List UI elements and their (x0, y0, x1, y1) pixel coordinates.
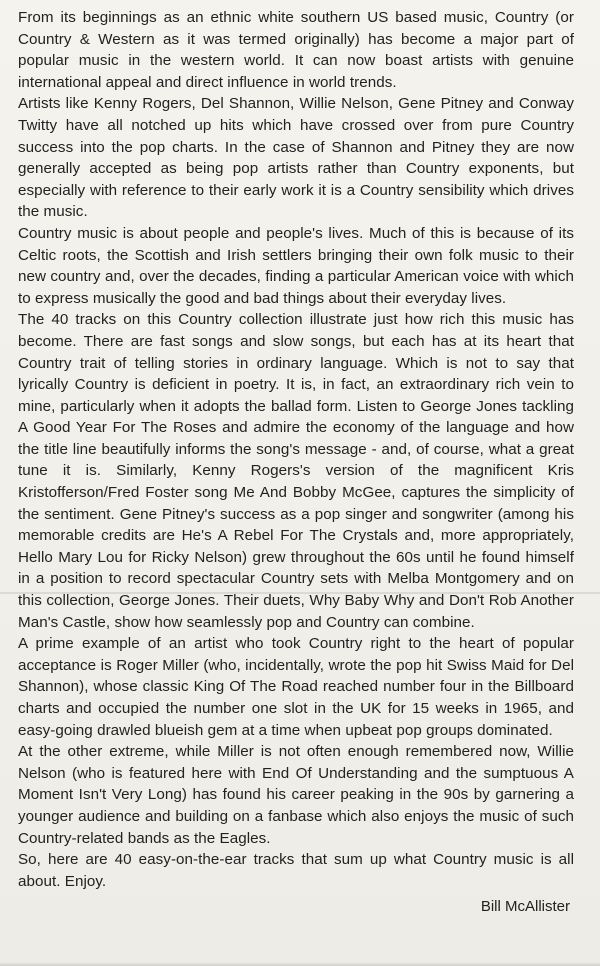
paragraph-celtic-roots: Country music is about people and people's lives. Much of this is because of its Celtic roots, the Scottish and Irish settlers bringing their own folk music to their new country and, over the decades, finding a particular American voice with which to express musically the good and bad things about their everyday lives. (18, 224, 574, 307)
paragraph-collection-tracks: The 40 tracks on this Country collection illustrate just how rich this music has become. There are fast songs and slow songs, but each has at its heart that Country trait of telling stories in ordinary language. Which is not to say that lyrically Country is deficient in poetry. It is, in fact, an extraordinary rich vein to mine, particularly when it adopts the ballad form. Listen to George Jones tackling A Good Year For The Roses and admire the economy of the language and how the title line beautifully informs the song's message - and, of course, what a great tune it is. Similarly, Kenny Rogers's version of the magnificent Kris Kristofferson/Fred Foster song Me And Bobby McGee, captures the simplicity of the sentiment. Gene Pitney's success as a pop singer and songwriter (among his memorable credits are He's A Rebel For The Crystals and, more appropriately, Hello Mary Lou for Ricky Nelson) grew throughout the 60s until he found himself in a position to record spectacular Country sets with Melba Montgomery and on this collection, George Jones. Their duets, Why Baby Why and Don't Rob Another Man's Castle, show how seamlessly pop and Country can combine. (18, 311, 574, 631)
author-signature: Bill McAllister (480, 898, 570, 916)
paragraph-intro: From its beginnings as an ethnic white southern US based music, Country (or Country & Western as it was termed originally) has become a major part of popular music in the western world. It can now boast artists with genuine international appeal and direct influence in world trends. (18, 9, 574, 91)
paragraph-willie-nelson: At the other extreme, while Miller is not often enough remembered now, Willie Nelson (who is featured here with End Of Understanding and the sumptuous A Moment Isn't Very Long) has found his career peaking in the 90s by garnering a younger audience and building on a fanbase which also enjoys the music of such Country-related bands as the Eagles. (18, 743, 574, 847)
paragraph-crossover-artists: Artists like Kenny Rogers, Del Shannon, Willie Nelson, Gene Pitney and Conway Twitty have all notched up hits which have crossed over from pure Country success into the pop charts. In the case of Shannon and Pitney they are now generally accepted as being pop artists rather than Country exponents, but especially with reference to their early work it is a Country sensibility which drives the music. (18, 95, 574, 221)
paper-bottom-edge (0, 962, 600, 966)
paragraph-roger-miller: A prime example of an artist who took Country right to the heart of popular acceptance is Roger Miller (who, incidentally, wrote the pop hit Swiss Maid for Del Shannon), whose classic King Of The Road reached number four in the Billboard charts and occupied the number one slot in the UK for 15 weeks in 1965, and easy-going drawled blueish gem at a time when upbeat pop groups dominated. (18, 635, 574, 739)
paper-fold-line (0, 592, 600, 594)
paragraph-closing: So, here are 40 easy-on-the-ear tracks that sum up what Country music is all about. Enjoy. (18, 851, 574, 890)
